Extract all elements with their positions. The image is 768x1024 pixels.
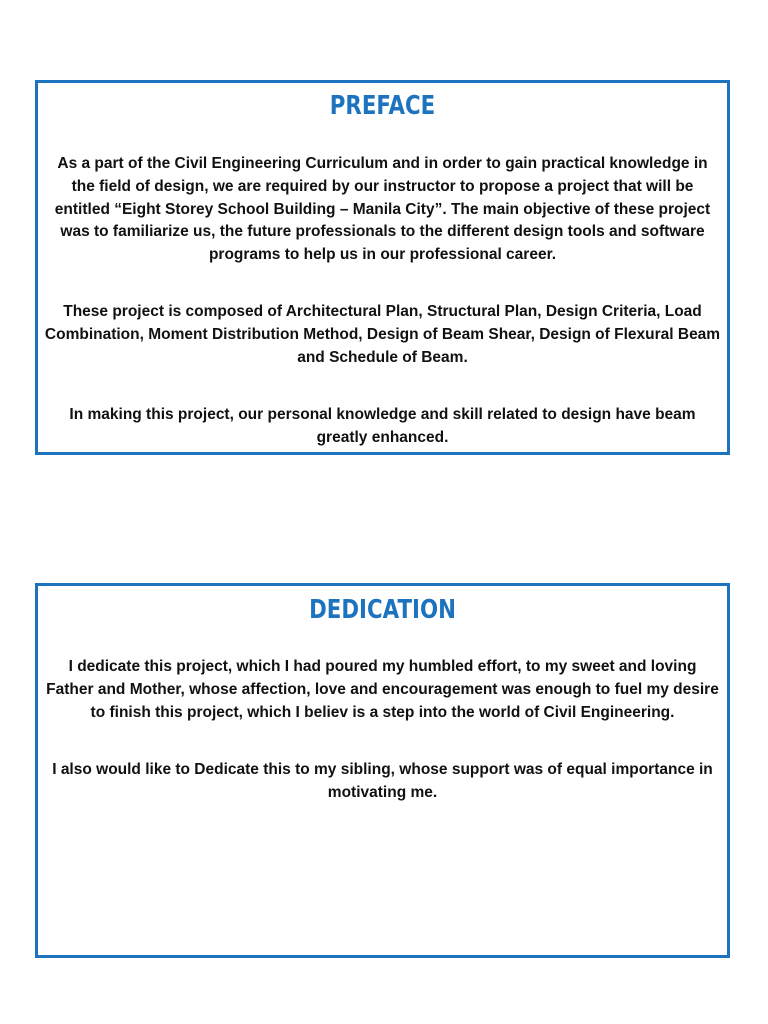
dedication-title: DEDICATION [309, 595, 456, 625]
preface-paragraph-3: In making this project, our personal knowledge and skill related to design have beam greatly enhanced. [69, 406, 696, 446]
preface-paragraph-1: As a part of the Civil Engineering Curriculum and in order to gain practical knowledge in the field of design, we are required by our instructor to propose a project that will be entitled “Eight Storey School Building – Manila City”. The main objective of these project was to familiarize us, the future professionals to the different design tools and software programs to help us in our professional career. [54, 155, 711, 264]
preface-paragraph-2: These project is composed of Architectural Plan, Structural Plan, Design Criteria, Load Combination, Moment Distribution Method, Design of Beam Shear, Design of Flexural Beam and Schedule of Beam. [44, 303, 721, 366]
dedication-paragraph-2: I also would like to Dedicate this to my sibling, whose support was of equal importance in motivating me. [52, 761, 713, 801]
dedication-box [35, 583, 730, 958]
preface-title: PREFACE [329, 91, 436, 121]
dedication-paragraph-1: I dedicate this project, which I had poured my humbled effort, to my sweet and loving Father and Mother, whose affection, love and encouragement was enough to fuel my desire to finish this project, which I believ is a step into the world of Civil Engineering. [46, 658, 719, 721]
preface-box [35, 80, 730, 455]
